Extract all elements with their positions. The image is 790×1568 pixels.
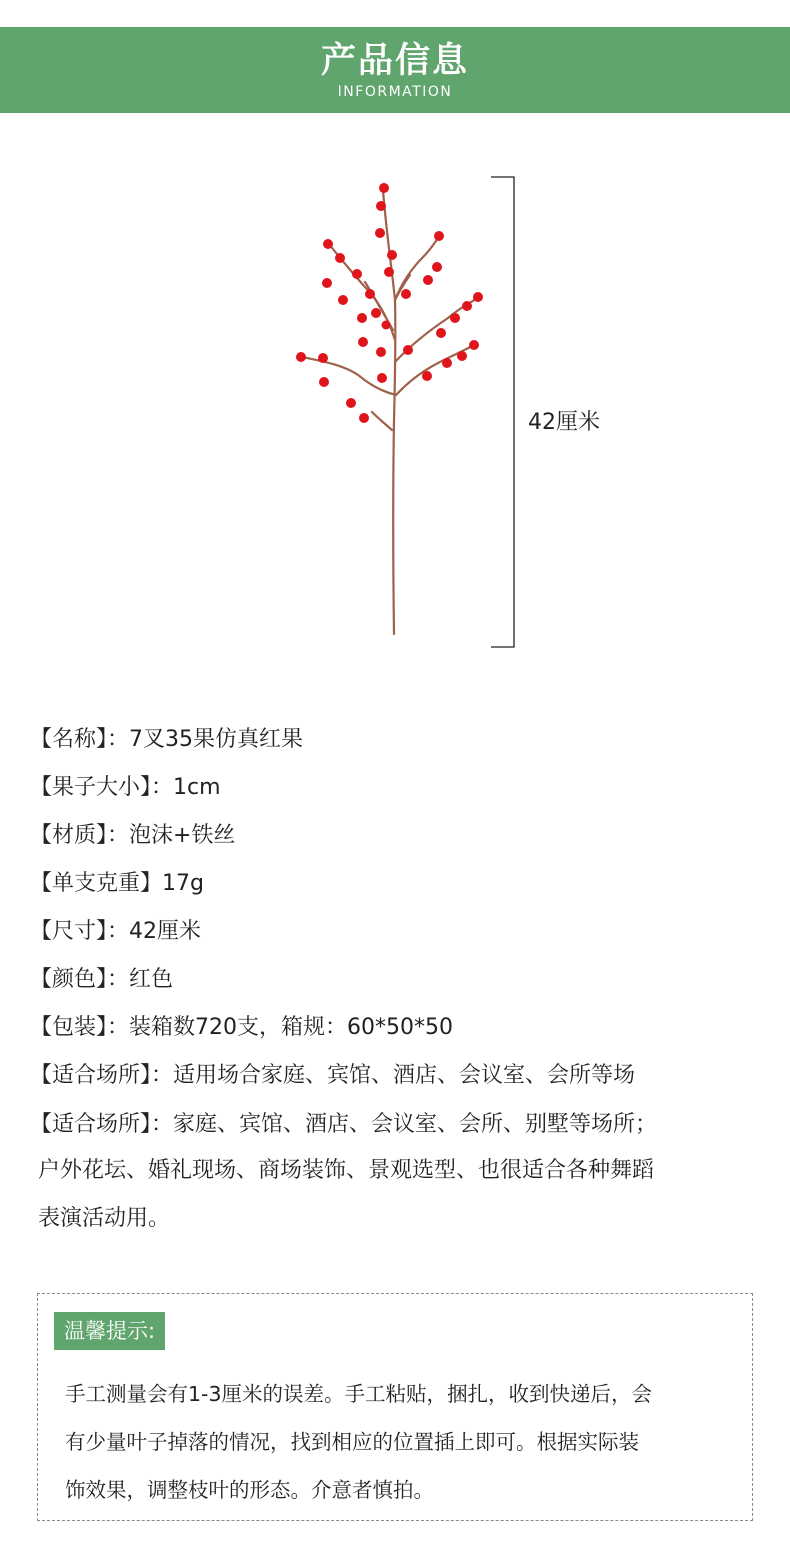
spec-material: 【材质】：泡沫+铁丝 [30,823,236,848]
spec-list [30,720,770,1104]
header-subtitle: INFORMATION [337,84,453,100]
red-berry-branch-icon [280,170,520,650]
spec-venue: 【适合场所】：适用场合家庭、宾馆、酒店、会议室、会所等场 [30,1063,636,1088]
info-header [0,27,790,113]
tips-text [65,1370,755,1514]
berries [296,183,483,423]
spec-berry-size: 【果子大小】：1cm [30,775,221,800]
usage-line: 户外花坛、婚礼现场、商场装饰、景观选型、也很适合各种舞蹈 [38,1158,655,1183]
header-title: 产品信息 [320,41,469,81]
usage-paragraph [30,1103,770,1243]
usage-line: 【适合场所】：家庭、宾馆、酒店、会议室、会所、别墅等场所； [30,1112,658,1137]
tips-line: 有少量叶子掉落的情况，找到相应的位置插上即可。根据实际装 [65,1430,639,1454]
dimension-label: 42厘米 [528,410,600,435]
product-image [280,170,520,650]
tips-line: 手工测量会有1-3厘米的误差。手工粘贴，捆扎，收到快递后，会 [65,1382,652,1406]
tips-line: 饰效果，调整枝叶的形态。介意者慎拍。 [65,1478,434,1502]
spec-size: 【尺寸】：42厘米 [30,919,201,944]
tips-label: 温馨提示: [54,1312,165,1350]
spec-packaging: 【包装】：装箱数720支，箱规：60*50*50 [30,1015,453,1040]
spec-color: 【颜色】：红色 [30,967,174,992]
usage-line: 表演活动用。 [38,1206,171,1231]
spec-name: 【名称】：7叉35果仿真红果 [30,727,303,752]
spec-weight: 【单支克重】17g [30,871,204,896]
tips-box [37,1293,753,1521]
